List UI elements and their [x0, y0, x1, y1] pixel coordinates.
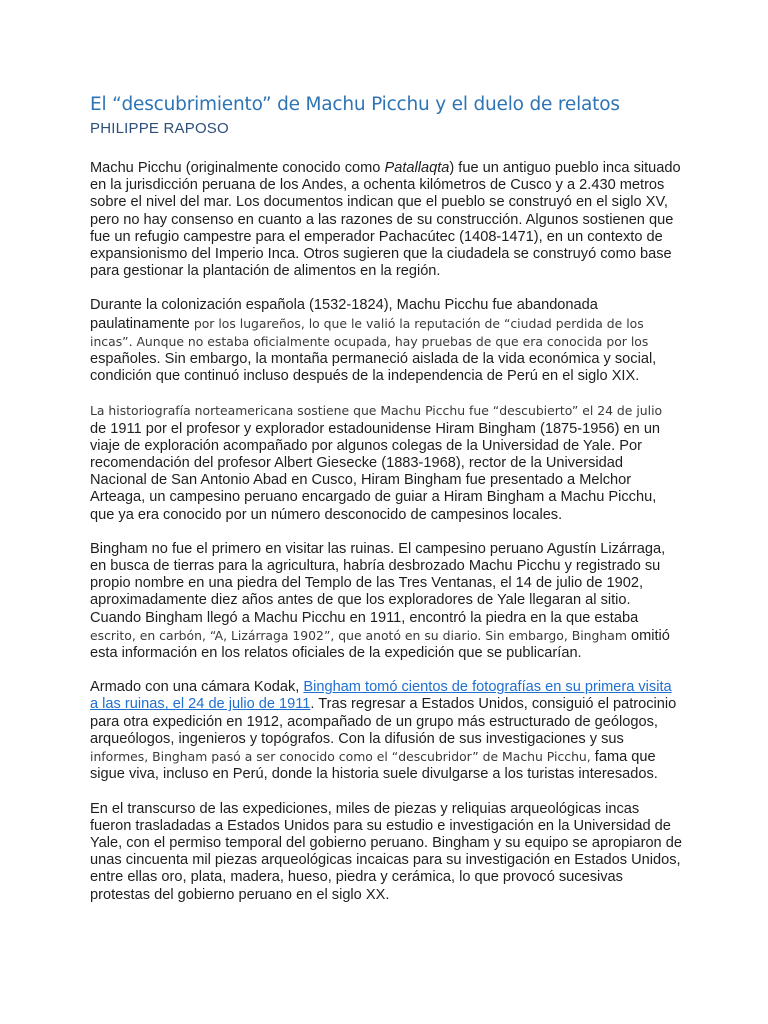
paragraph-4-text-b: omitió esta información en los relatos oficiales de la expedición que se publicarían. — [90, 627, 670, 662]
paragraph-1 — [90, 160, 682, 280]
paragraph-2-text-a: Durante la colonización española (1532-1824), Machu Picchu fue abandonada paulatinamente — [90, 297, 598, 332]
paragraph-1-italic: Patallaqta — [384, 160, 450, 176]
paragraph-2-text-b: españoles. Sin embargo, la montaña permaneció aislada de la vida económica y social, condición que continuó incluso después de la independencia de Perú en el siglo XIX. — [90, 351, 657, 385]
paragraph-5-text-c: fama que sigue viva, incluso en Perú, donde la historia suele divulgarse a los turistas interesados. — [90, 749, 658, 783]
paragraph-4 — [90, 541, 682, 662]
paragraph-1-text-b: ) fue un antiguo pueblo inca situado en la jurisdicción peruana de los Andes, a ochenta kilómetros de Cusco y a 2.430 metros sobre el nivel del mar. Los documentos indican que el pueblo se construyó en el siglo XV, pero no hay consenso en cuanto a las razones de su construcción. Algunos sostienen que fue un refugio campestre para el emperador Pachacútec (1408-1471), en un contexto de expansionismo del Imperio Inca. Otros sugieren que la ciudadela se construyó como base para gestionar la plantación de alimentos en la región. — [90, 160, 681, 280]
paragraph-3 — [90, 402, 682, 523]
paragraph-6 — [90, 801, 682, 904]
paragraph-5 — [90, 679, 682, 783]
paragraph-5-text-a: Armado con una cámara Kodak, — [90, 679, 304, 696]
paragraph-4-text-a: Bingham no fue el primero en visitar las ruinas. El campesino peruano Agustín Lizárraga, en busca de tierras para la agricultura, habría desbrozado Machu Picchu y registrado su propio nombre en una piedra del Templo de las Tres Ventanas, el 14 de julio de 1902, aproximadamente diez años antes de que los exploradores de Yale llegaran al sitio. Cuando Bingham llegó a Machu Picchu en 1911, encontró la piedra en la que estaba — [90, 540, 666, 626]
paragraph-3-text-b: de 1911 por el profesor y explorador estadounidense Hiram Bingham (1875-1956) en un viaje de exploración acompañado por algunos colegas de la Universidad de Yale. Por recomendación del profesor Albert Giesecke (1883-1968), rector de la Universidad Nacional de San Antonio Abad en Cusco, Hiram Bingham fue presentado a Melchor Arteaga, un campesino peruano encargado de guiar a Hiram Bingham a Machu Picchu, que ya era conocido por un número desconocido de campesinos locales. — [90, 420, 661, 523]
paragraph-3-alt-text: La historiografía norteamericana sostiene que Machu Picchu fue “descubierto” el 24 de julio — [90, 403, 663, 419]
paragraph-1-text-a: Machu Picchu (originalmente conocido como — [90, 160, 385, 176]
paragraph-2 — [90, 297, 682, 385]
paragraph-5-alt-text: informes, Bingham pasó a ser conocido como el “descubridor” de Machu Picchu, — [90, 749, 591, 765]
bingham-photos-link[interactable]: Bingham tomó cientos de fotografías en su primera visita a las ruinas, el 24 de julio de 1911 — [90, 679, 672, 713]
paragraph-5-text-b: . Tras regresar a Estados Unidos, consiguió el patrocinio para otra expedición en 1912, acompañado de un grupo más estructurado de geólogos, arqueólogos, ingenieros y topógrafos. Con la difusión de sus investigaciones y sus — [90, 696, 677, 747]
document-author: PHILIPPE RAPOSO — [90, 120, 229, 137]
paragraph-4-alt-text: escrito, en carbón, “A, Lizárraga 1902”, que anotó en su diario. Sin embargo, Bingham — [90, 627, 627, 643]
document-title: El “descubrimiento” de Machu Picchu y el duelo de relatos — [90, 94, 620, 115]
paragraph-2-alt-text: por los lugareños, lo que le valió la reputación de “ciudad perdida de los incas”. Aunque no estaba oficialmente ocupada, hay pruebas de que era conocida por los — [90, 315, 649, 349]
paragraph-6-text-a: En el transcurso de las expediciones, miles de piezas y reliquias arqueológicas incas fueron trasladadas a Estados Unidos para su estudio e investigación en la Universidad de Yale, con el permiso temporal del gobierno peruano. Bingham y su equipo se apropiaron de unas cincuenta mil piezas arqueológicas incaicas para su investigación en Estados Unidos, entre ellas oro, plata, madera, hueso, piedra y cerámica, lo que provocó sucesivas protestas del gobierno peruano en el siglo XX. — [90, 800, 682, 903]
